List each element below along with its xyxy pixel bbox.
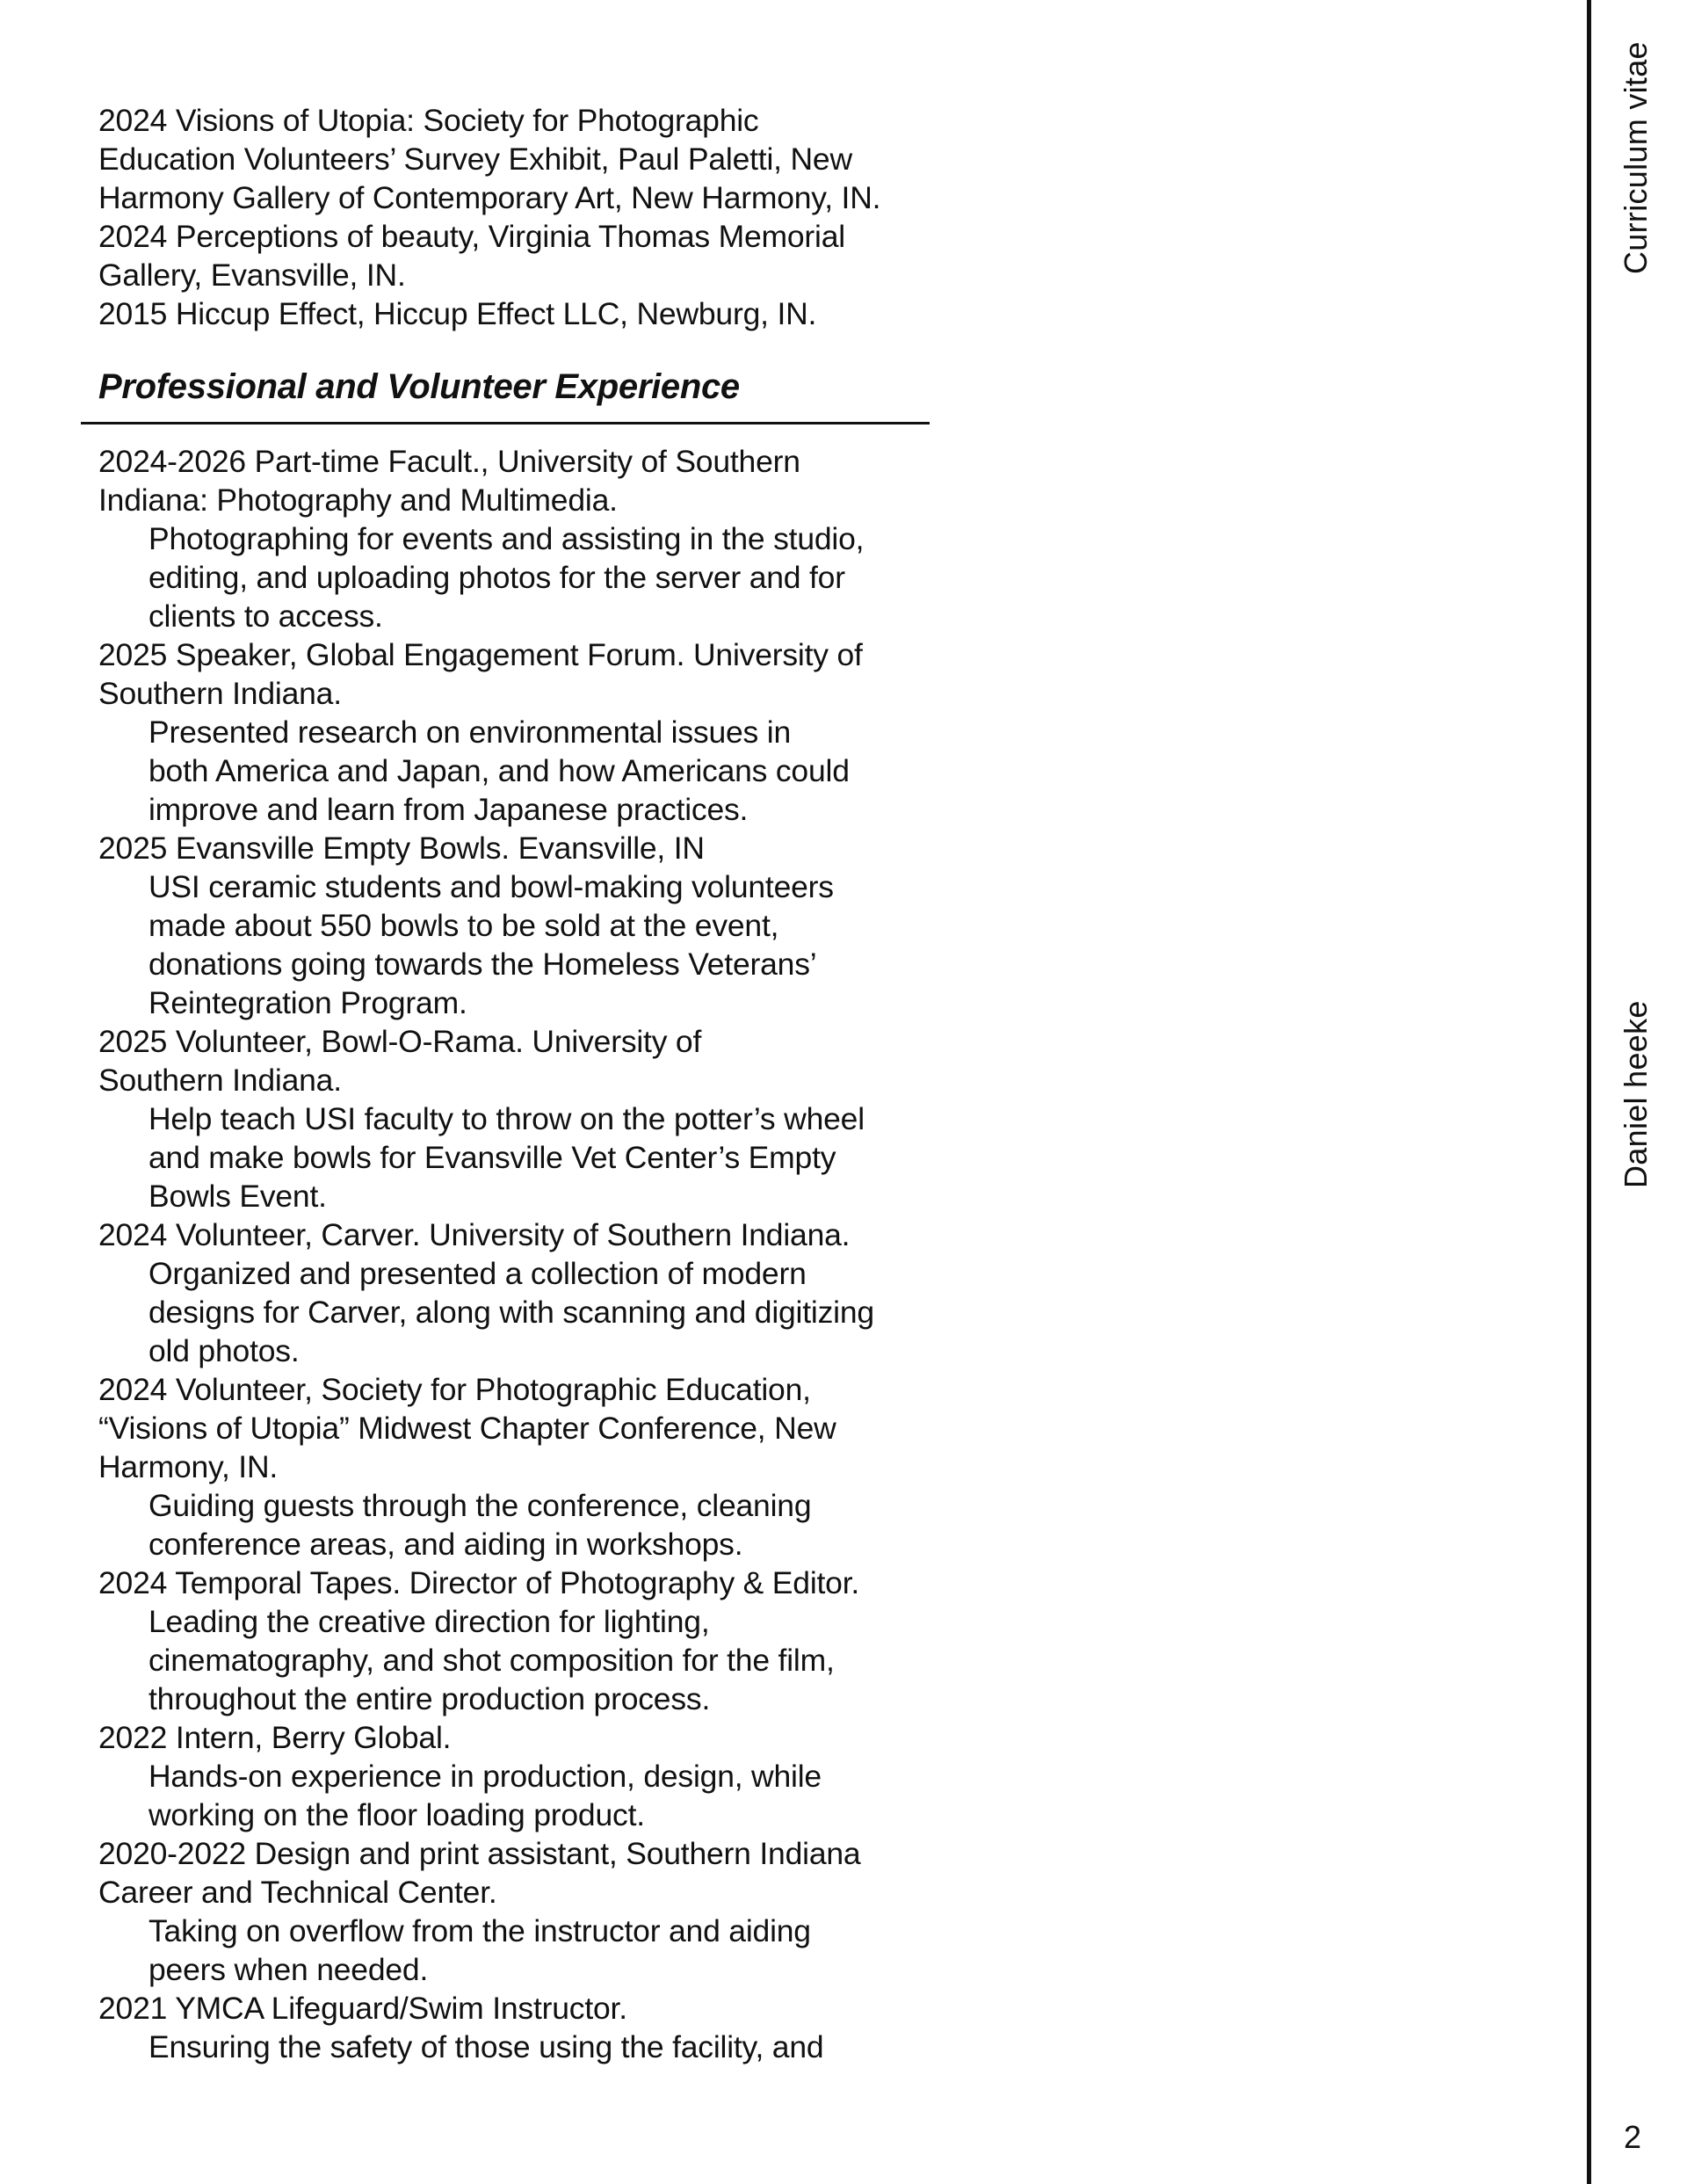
entry-detail: Guiding guests through the conference, cleaning <box>148 1488 812 1523</box>
entry-heading: Career and Technical Center. <box>98 1875 497 1910</box>
entry-heading: “Visions of Utopia” Midwest Chapter Conference, New <box>98 1411 836 1446</box>
experience-entry <box>98 1022 942 1215</box>
entry-detail: old photos. <box>148 1333 300 1368</box>
entry-heading: 2020-2022 Design and print assistant, Southern Indiana <box>98 1836 861 1871</box>
entry-detail: made about 550 bowls to be sold at the event, <box>148 908 779 943</box>
experience-entry <box>98 1370 942 1564</box>
entry-detail: improve and learn from Japanese practices. <box>148 792 749 827</box>
exhibition-line: Education Volunteers’ Survey Exhibit, Paul Paletti, New <box>98 141 852 177</box>
experience-entry <box>98 442 942 635</box>
entry-detail: throughout the entire production process. <box>148 1681 711 1716</box>
entry-detail: Reintegration Program. <box>148 985 467 1020</box>
experience-entry <box>98 1834 942 1989</box>
entry-detail: designs for Carver, along with scanning and digitizing <box>148 1295 874 1330</box>
exhibition-list <box>98 101 942 333</box>
experience-list <box>98 442 942 2066</box>
entry-detail: USI ceramic students and bowl-making volunteers <box>148 869 834 904</box>
exhibition-line: Harmony Gallery of Contemporary Art, New Harmony, IN. <box>98 180 881 215</box>
entry-detail: and make bowls for Evansville Vet Center’s Empty <box>148 1140 836 1175</box>
sidebar-rule <box>1587 0 1591 2184</box>
entry-detail: Help teach USI faculty to throw on the potter’s wheel <box>148 1101 865 1136</box>
entry-heading: Southern Indiana. <box>98 1063 342 1098</box>
entry-heading: Harmony, IN. <box>98 1449 279 1484</box>
entry-heading: Southern Indiana. <box>98 676 342 711</box>
entry-detail: donations going towards the Homeless Veterans’ <box>148 947 817 982</box>
section-heading: Professional and Volunteer Experience <box>98 367 740 406</box>
entry-heading: 2022 Intern, Berry Global. <box>98 1720 452 1755</box>
entry-detail: Presented research on environmental issues in <box>148 715 791 750</box>
entry-detail: working on the floor loading product. <box>148 1797 645 1832</box>
entry-detail: editing, and uploading photos for the server and for <box>148 560 845 595</box>
entry-detail: Organized and presented a collection of modern <box>148 1256 807 1291</box>
entry-heading: Indiana: Photography and Multimedia. <box>98 483 618 518</box>
exhibition-line: 2015 Hiccup Effect, Hiccup Effect LLC, Newburg, IN. <box>98 296 817 331</box>
entry-heading: 2025 Evansville Empty Bowls. Evansville, IN <box>98 831 705 866</box>
document-label: Curriculum vitae <box>1618 41 1654 274</box>
experience-entry <box>98 829 942 1022</box>
entry-detail: Ensuring the safety of those using the facility, and <box>148 2029 824 2064</box>
entry-detail: conference areas, and aiding in workshops. <box>148 1527 743 1562</box>
entry-heading: 2024 Temporal Tapes. Director of Photography & Editor. <box>98 1565 860 1600</box>
entry-detail: Taking on overflow from the instructor and aiding <box>148 1913 811 1948</box>
experience-entry <box>98 1718 942 1834</box>
exhibition-line: Gallery, Evansville, IN. <box>98 258 406 293</box>
exhibition-line: 2024 Visions of Utopia: Society for Photographic <box>98 103 759 138</box>
entry-heading: 2024-2026 Part-time Facult., University of Southern <box>98 444 800 479</box>
entry-detail: clients to access. <box>148 599 383 634</box>
exhibition-line: 2024 Perceptions of beauty, Virginia Thomas Memorial <box>98 219 845 254</box>
entry-detail: cinematography, and shot composition for the film, <box>148 1643 835 1678</box>
entry-detail: both America and Japan, and how Americans could <box>148 753 850 788</box>
entry-heading: 2024 Volunteer, Carver. University of Southern Indiana. <box>98 1217 851 1252</box>
experience-entry <box>98 1989 942 2066</box>
section-divider <box>81 422 930 424</box>
page-number: 2 <box>1624 2119 1642 2155</box>
entry-detail: Leading the creative direction for lighting, <box>148 1604 710 1639</box>
entry-heading: 2025 Speaker, Global Engagement Forum. University of <box>98 637 863 672</box>
experience-entry <box>98 635 942 829</box>
entry-detail: Hands-on experience in production, design, while <box>148 1759 822 1794</box>
entry-detail: Bowls Event. <box>148 1179 327 1214</box>
entry-heading: 2025 Volunteer, Bowl-O-Rama. University of <box>98 1024 702 1059</box>
entry-detail: Photographing for events and assisting in the studio, <box>148 521 865 556</box>
experience-entry <box>98 1564 942 1718</box>
author-name: Daniel heeke <box>1618 1000 1654 1188</box>
entry-heading: 2024 Volunteer, Society for Photographic Education, <box>98 1372 811 1407</box>
cv-content <box>98 101 942 2066</box>
experience-entry <box>98 1215 942 1370</box>
entry-detail: peers when needed. <box>148 1952 429 1987</box>
entry-heading: 2021 YMCA Lifeguard/Swim Instructor. <box>98 1991 627 2026</box>
